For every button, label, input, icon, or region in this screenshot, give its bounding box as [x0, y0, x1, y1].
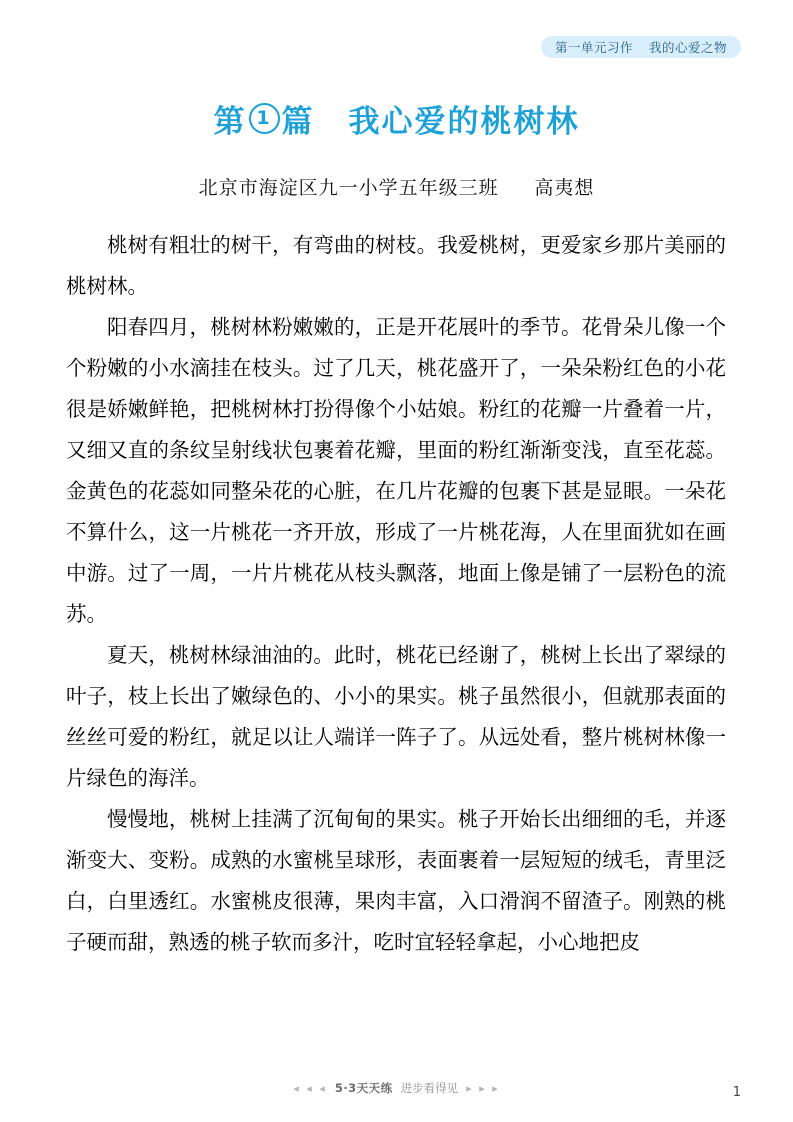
running-header — [541, 36, 741, 58]
byline-author: 高夷想 — [534, 178, 595, 199]
paragraph: 阳春四月，桃树林粉嫩嫩的，正是开花展叶的季节。花骨朵儿像一个个粉嫩的小水滴挂在枝头。过了几天，桃花盛开了，一朵朵粉红色的小花很是娇嫩鲜艳，把桃树林打扮得像个小姑娘。粉红的花瓣一片叠着一片，又细又直的条纹呈射线状包裹着花瓣，里面的粉红渐渐变浅，直至花蕊。金黄色的花蕊如同整朵花的心脏，在几片花瓣的包裹下甚是显眼。一朵花不算什么，这一片桃花一齐开放，形成了一片桃花海，人在里面犹如在画中游。过了一周，一片片桃花从枝头飘落，地面上像是铺了一层粉色的流苏。 — [66, 317, 726, 626]
page-number: 1 — [732, 1085, 741, 1100]
page-footer — [0, 1080, 793, 1096]
paragraph: 夏天，桃树林绿油油的。此时，桃花已经谢了，桃树上长出了翠绿的叶子，枝上长出了嫩绿色的、小小的果实。桃子虽然很小，但就那表面的丝丝可爱的粉红，就足以让人端详一阵子了。从远处看，整片桃树林像一片绿色的海洋。 — [66, 645, 726, 790]
piece-label — [214, 96, 315, 141]
paragraph: 桃树有粗壮的树干，有弯曲的树枝。我爱桃树，更爱家乡那片美丽的桃树林。 — [66, 235, 726, 298]
article-body — [66, 226, 726, 964]
title-main-text: 我心爱的桃树林 — [348, 104, 580, 140]
byline-school: 北京市海淀区九一小学五年级三班 — [198, 178, 499, 199]
header-topic-label: 我的心爱之物 — [648, 40, 727, 55]
footer-left-dots: ◂ ◂ ◂ — [293, 1081, 327, 1095]
piece-prefix: 第 — [213, 104, 247, 140]
page-title — [0, 96, 793, 141]
piece-number-badge: 1 — [249, 103, 280, 134]
paragraph: 慢慢地，桃树上挂满了沉甸甸的果实。桃子开始长出细细的毛，并逐渐变大、变粉。成熟的水蜜桃呈球形，表面裹着一层短短的绒毛，青里泛白，白里透红。水蜜桃皮很薄，果肉丰富，入口滑润不留渣子。刚熟的桃子硬而甜，熟透的桃子软而多汁，吃时宜轻轻拿起，小心地把皮 — [66, 809, 726, 954]
piece-suffix: 篇 — [281, 104, 315, 140]
header-unit-label: 第一单元习作 — [554, 40, 633, 55]
footer-brand: 5·3天天练 — [334, 1081, 393, 1095]
footer-right-dots: ▸ ▸ ▸ — [466, 1081, 500, 1095]
byline — [0, 173, 793, 200]
footer-slogan: 进步看得见 — [400, 1081, 459, 1095]
